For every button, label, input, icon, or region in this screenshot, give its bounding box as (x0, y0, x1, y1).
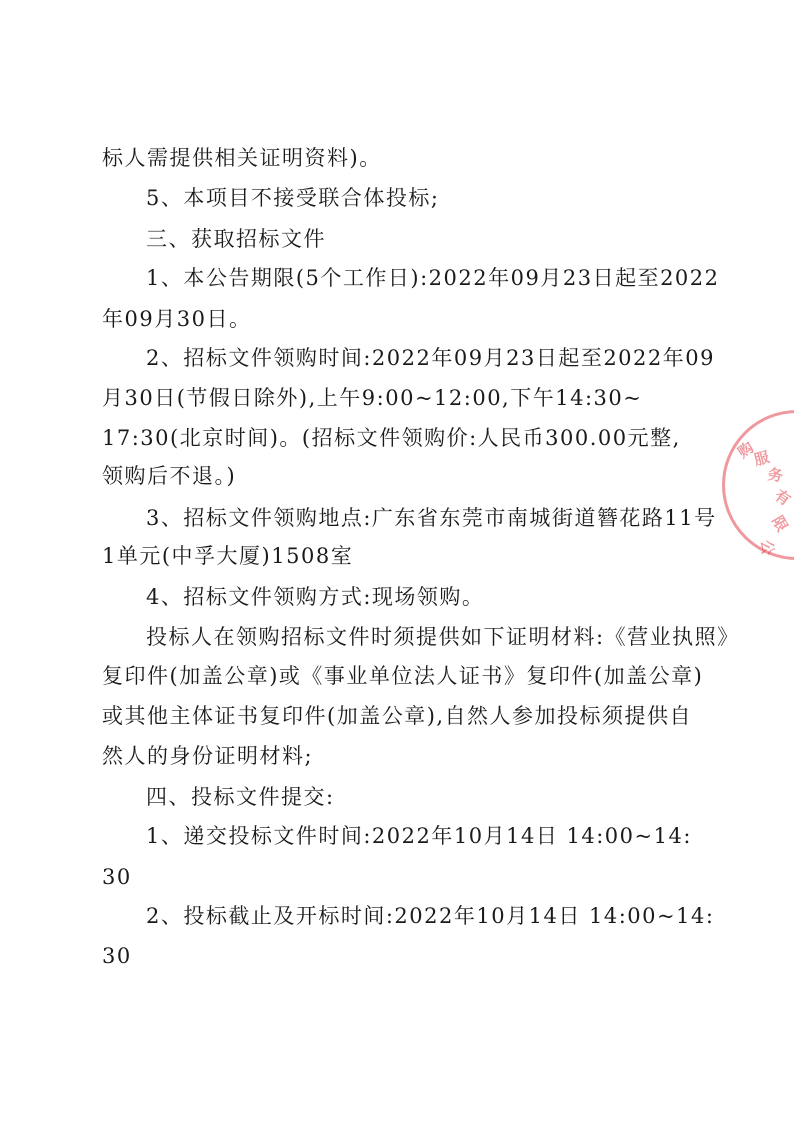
text-line-5: 年09月30日。 (102, 307, 252, 331)
svg-text:限: 限 (768, 512, 792, 535)
text-line-18: 1、递交投标文件时间:2022年10月14日 14:00~14: (146, 824, 692, 848)
section-heading-3: 三、获取招标文件 (146, 227, 326, 251)
text-line-1: 标人需提供相关证明资料)。 (102, 146, 382, 170)
seal-text-graphic (732, 430, 792, 570)
text-line-7: 月30日(节假日除外),上午9:00~12:00,下午14:30~ (102, 386, 643, 410)
svg-text:有: 有 (771, 486, 794, 510)
svg-text:服: 服 (752, 447, 772, 470)
text-line-10: 3、招标文件领购地点:广东省东莞市南城街道簪花路11号 (146, 506, 717, 530)
text-line-11: 1单元(中孚大厦)1508室 (102, 544, 354, 568)
text-line-14: 复印件(加盖公章)或《事业单位法人证书》复印件(加盖公章) (102, 664, 704, 688)
text-line-6: 2、招标文件领购时间:2022年09月23日起至2022年09 (146, 346, 715, 370)
svg-text:购: 购 (734, 438, 758, 462)
text-line-21: 30 (102, 944, 132, 968)
text-line-9: 领购后不退。) (102, 464, 237, 488)
text-line-13: 投标人在领购招标文件时须提供如下证明材料:《营业执照》 (146, 625, 740, 649)
text-line-2: 5、本项目不接受联合体投标; (146, 186, 440, 210)
svg-text:公: 公 (757, 539, 777, 556)
text-line-19: 30 (102, 865, 132, 889)
svg-text:务: 务 (766, 465, 785, 486)
text-line-8: 17:30(北京时间)。(招标文件领购价:人民币300.00元整, (102, 426, 681, 450)
section-heading-17: 四、投标文件提交: (146, 785, 335, 809)
text-line-15: 或其他主体证书复印件(加盖公章),自然人参加投标须提供自 (102, 704, 693, 728)
text-line-4: 1、本公告期限(5个工作日):2022年09月23日起至2022 (146, 266, 720, 290)
text-line-16: 然人的身份证明材料; (102, 744, 314, 768)
text-line-20: 2、投标截止及开标时间:2022年10月14日 14:00~14: (146, 904, 715, 928)
text-line-12: 4、招标文件领购方式:现场领购。 (146, 585, 485, 609)
